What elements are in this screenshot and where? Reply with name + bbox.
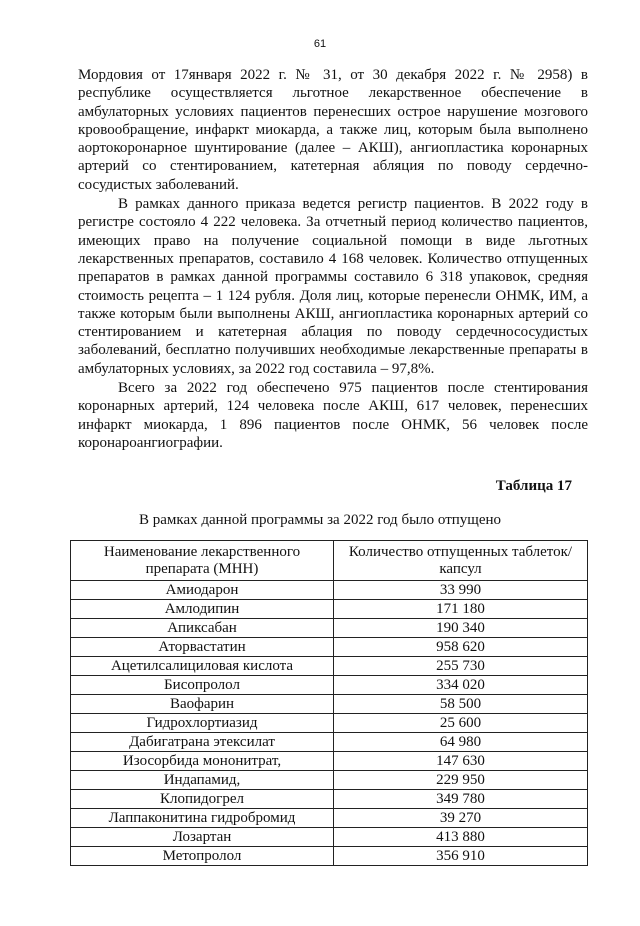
quantity-cell: 958 620 [334,638,588,657]
body-text [78,66,588,452]
quantity-cell: 356 910 [334,847,588,866]
table-row [71,847,588,866]
table-row [71,752,588,771]
table-row [71,676,588,695]
drug-name-cell: Аторвастатин [71,638,334,657]
drug-name-cell: Индапамид, [71,771,334,790]
quantity-cell: 413 880 [334,828,588,847]
paragraph-3: Всего за 2022 год обеспечено 975 пациентов после стентирования коронарных артерий, 124 человека после АКШ, 617 человек, перенесших инфаркт миокарда, 1 896 пациентов после ОНМК, 56 человек после коронароангиографии. [78,380,588,451]
quantity-cell: 33 990 [334,581,588,600]
table-header-row [71,541,588,581]
quantity-cell: 64 980 [334,733,588,752]
quantity-cell: 229 950 [334,771,588,790]
page-number: 61 [313,38,327,50]
table-row [71,790,588,809]
drug-name-cell: Метопролол [71,847,334,866]
quantity-cell: 190 340 [334,619,588,638]
quantity-cell: 349 780 [334,790,588,809]
drug-name-cell: Амлодипин [71,600,334,619]
table-row [71,695,588,714]
drug-name-cell: Лозартан [71,828,334,847]
quantity-cell: 147 630 [334,752,588,771]
table-row [71,733,588,752]
table-row [71,619,588,638]
table-row [71,714,588,733]
table-row [71,771,588,790]
paragraph-1: Мордовия от 17января 2022 г. № 31, от 30 декабря 2022 г. № 2958) в республике осуществляется льготное лекарственное обеспечение в амбулаторных условиях пациентов перенесших острое нарушение мозгового кровообращение, инфаркт миокарда, а также лиц, которым была выполнено аортокоронарное шунтирование (далее – АКШ), ангиопластика коронарных артерий со стентированием, катетерная абляция по поводу сердечно-сосудистых заболеваний. [78,67,588,193]
table-row [71,657,588,676]
quantity-cell: 25 600 [334,714,588,733]
drug-name-cell: Ваофарин [71,695,334,714]
paragraph-2: В рамках данного приказа ведется регистр пациентов. В 2022 году в регистре состояло 4 222 человека. За отчетный период количество пациентов, имеющих право на получение социальной помощи в виде льготных лекарственных препаратов, составило 4 168 человек. Количество отпущенных препаратов в рамках данной программы составило 6 318 упаковок, средняя стоимость рецепта – 1 124 рубля. Доля лиц, которые перенесли ОНМК, ИМ, а также которым были выполнены АКШ, ангиопластика коронарных артерий со стентированием и катетерная аблация по поводу сердечнососудистых заболеваний, бесплатно получивших необходимые лекарственные препараты в амбулаторных условиях, за 2022 год составила – 97,8%. [78,196,588,377]
drug-name-cell: Апиксабан [71,619,334,638]
drug-name-cell: Амиодарон [71,581,334,600]
table-label: Таблица 17 [495,478,572,494]
drug-name-cell: Клопидогрел [71,790,334,809]
table-row [71,809,588,828]
table-row [71,638,588,657]
drug-name-cell: Ацетилсалициловая кислота [71,657,334,676]
quantity-cell: 58 500 [334,695,588,714]
drug-name-cell: Дабигатрана этексилат [71,733,334,752]
drug-name-cell: Гидрохлортиазид [71,714,334,733]
quantity-cell: 171 180 [334,600,588,619]
drug-name-cell: Лаппаконитина гидробромид [71,809,334,828]
header-quantity: Количество отпущенных таблеток/капсул [334,541,588,581]
table-caption: В рамках данной программы за 2022 год было отпущено [138,512,502,528]
quantity-cell: 39 270 [334,809,588,828]
header-drug-name: Наименование лекарственного препарата (МНН) [71,541,334,581]
drug-name-cell: Бисопролол [71,676,334,695]
drug-name-cell: Изосорбида мононитрат, [71,752,334,771]
table-row [71,828,588,847]
drug-table [70,540,588,866]
table-row [71,600,588,619]
table-row [71,581,588,600]
quantity-cell: 255 730 [334,657,588,676]
quantity-cell: 334 020 [334,676,588,695]
